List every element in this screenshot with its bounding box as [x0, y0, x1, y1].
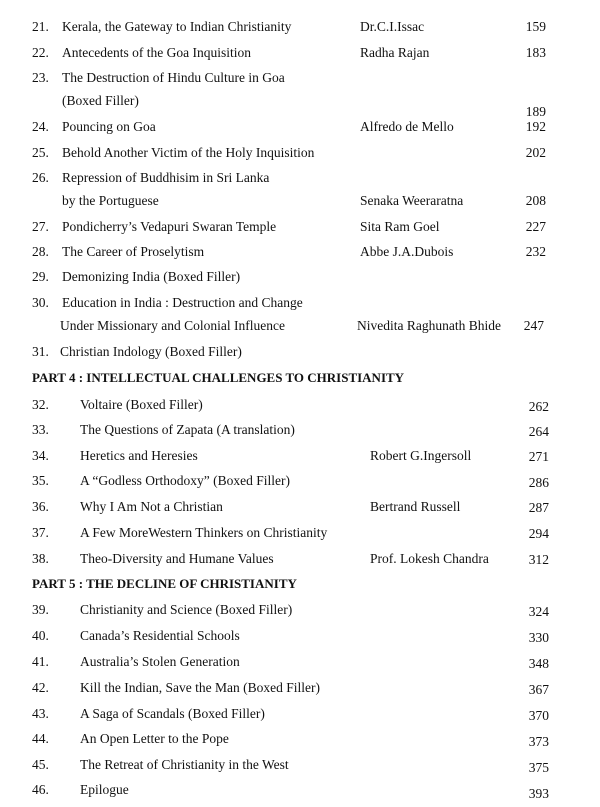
entry-title: Christian Indology (Boxed Filler) — [60, 344, 242, 359]
entry-number: 46. — [32, 782, 49, 797]
entry-title: A “Godless Orthodoxy” (Boxed Filler) — [80, 473, 290, 488]
entry-title: Kill the Indian, Save the Man (Boxed Filler) — [80, 680, 320, 695]
toc-entry-44 — [0, 729, 600, 749]
entry-number: 23. — [32, 70, 49, 85]
entry-author: Alfredo de Mello — [360, 119, 454, 134]
entry-number: 29. — [32, 269, 49, 284]
toc-entry-22 — [0, 43, 600, 63]
entry-author: Robert G.Ingersoll — [370, 448, 472, 463]
entry-page: 264 — [528, 424, 549, 439]
entry-page: 370 — [528, 708, 549, 723]
entry-title: A Few MoreWestern Thinkers on Christianity — [80, 525, 328, 540]
entry-number: 40. — [32, 628, 49, 643]
entry-number: 32. — [32, 397, 49, 412]
entry-page: 348 — [528, 656, 549, 671]
entry-number: 34. — [32, 448, 49, 463]
entry-title: Education in India : Destruction and Change — [62, 295, 303, 310]
entry-title: Theo-Diversity and Humane Values — [80, 551, 274, 566]
entry-author: Prof. Lokesh Chandra — [370, 551, 489, 566]
entry-number: 37. — [32, 525, 49, 540]
entry-number: 33. — [32, 422, 49, 437]
part-title: PART 4 : INTELLECTUAL CHALLENGES TO CHRISTIANITY — [32, 370, 405, 385]
entry-title: Antecedents of the Goa Inquisition — [62, 45, 251, 60]
entry-number: 28. — [32, 244, 49, 259]
entry-author: Abbe J.A.Dubois — [360, 244, 454, 259]
entry-author: Dr.C.I.Issac — [360, 19, 425, 34]
toc-entry-30 — [0, 293, 600, 313]
entry-number: 21. — [32, 19, 49, 34]
toc-entry-39 — [0, 600, 600, 620]
toc-entry-23-page — [0, 92, 600, 119]
toc-entry-24 — [0, 117, 600, 137]
entry-number: 38. — [32, 551, 49, 566]
entry-title-continued: (Boxed Filler) — [62, 93, 139, 108]
entry-title: Behold Another Victim of the Holy Inquisition — [62, 145, 315, 160]
entry-page: 183 — [525, 45, 546, 60]
toc-entry-34 — [0, 446, 600, 466]
entry-number: 43. — [32, 706, 49, 721]
entry-number: 41. — [32, 654, 49, 669]
entry-page: 375 — [528, 760, 549, 775]
entry-page: 159 — [525, 19, 546, 34]
entry-page: 189 — [525, 104, 546, 119]
entry-page: 312 — [528, 552, 549, 567]
entry-page: 373 — [528, 734, 549, 749]
entry-page: 232 — [525, 244, 546, 259]
entry-page: 202 — [525, 145, 546, 160]
toc-entry-26-cont — [0, 191, 600, 211]
entry-page: 286 — [528, 475, 549, 490]
entry-page: 192 — [525, 119, 546, 134]
entry-number: 26. — [32, 170, 49, 185]
entry-title: Why I Am Not a Christian — [80, 499, 223, 514]
toc-entry-41 — [0, 652, 600, 672]
entry-title: Kerala, the Gateway to Indian Christianity — [62, 19, 292, 34]
part-heading-5 — [0, 574, 600, 594]
toc-entry-45 — [0, 755, 600, 775]
part-heading-4 — [0, 368, 600, 388]
toc-entry-30-cont — [0, 316, 600, 336]
entry-title: The Destruction of Hindu Culture in Goa — [62, 70, 285, 85]
toc-entry-35 — [0, 471, 600, 491]
entry-number: 44. — [32, 731, 49, 746]
toc-entry-32 — [0, 395, 600, 415]
entry-page: 227 — [525, 219, 546, 234]
entry-author: Senaka Weeraratna — [360, 193, 464, 208]
entry-number: 25. — [32, 145, 49, 160]
toc-entry-38 — [0, 549, 600, 569]
entry-page: 330 — [528, 630, 549, 645]
entry-title: The Questions of Zapata (A translation) — [80, 422, 295, 437]
entry-page: 393 — [528, 786, 549, 801]
toc-entry-23 — [0, 68, 600, 88]
entry-number: 27. — [32, 219, 49, 234]
toc-entry-40 — [0, 626, 600, 646]
toc-entry-21 — [0, 17, 600, 37]
entry-page: 287 — [528, 500, 549, 515]
entry-title: Epilogue — [80, 782, 129, 797]
toc-entry-37 — [0, 523, 600, 543]
entry-page: 324 — [528, 604, 549, 619]
entry-title: Demonizing India (Boxed Filler) — [62, 269, 241, 284]
entry-number: 24. — [32, 119, 49, 134]
entry-author: Bertrand Russell — [370, 499, 461, 514]
toc-entry-42 — [0, 678, 600, 698]
entry-number: 35. — [32, 473, 49, 488]
toc-entry-28 — [0, 242, 600, 262]
entry-title: Heretics and Heresies — [80, 448, 198, 463]
toc-entry-33 — [0, 420, 600, 440]
entry-title: Pouncing on Goa — [62, 119, 156, 134]
entry-page: 271 — [528, 449, 549, 464]
entry-title-continued: by the Portuguese — [62, 193, 159, 208]
entry-title: Voltaire (Boxed Filler) — [80, 397, 203, 412]
entry-number: 31. — [32, 344, 49, 359]
entry-author: Sita Ram Goel — [360, 219, 440, 234]
entry-title-continued: Under Missionary and Colonial Influence — [60, 318, 285, 333]
entry-title: Repression of Buddhisim in Sri Lanka — [62, 170, 270, 185]
toc-entry-46 — [0, 780, 600, 800]
entry-page: 262 — [528, 399, 549, 414]
entry-number: 45. — [32, 757, 49, 772]
entry-number: 30. — [32, 295, 49, 310]
entry-title: Canada’s Residential Schools — [80, 628, 240, 643]
toc-entry-27 — [0, 217, 600, 237]
entry-title: Pondicherry’s Vedapuri Swaran Temple — [62, 219, 277, 234]
entry-title: Christianity and Science (Boxed Filler) — [80, 602, 293, 617]
toc-entry-31 — [0, 342, 600, 362]
entry-number: 36. — [32, 499, 49, 514]
entry-title: The Retreat of Christianity in the West — [80, 757, 289, 772]
entry-number: 39. — [32, 602, 49, 617]
entry-number: 22. — [32, 45, 49, 60]
entry-author: Nivedita Raghunath Bhide — [357, 318, 501, 333]
entry-page: 208 — [525, 193, 546, 208]
entry-title: A Saga of Scandals (Boxed Filler) — [80, 706, 265, 721]
toc-entry-25 — [0, 143, 600, 163]
entry-number: 42. — [32, 680, 49, 695]
entry-page: 247 — [523, 318, 544, 333]
part-title: PART 5 : THE DECLINE OF CHRISTIANITY — [32, 576, 297, 591]
toc-entry-43 — [0, 704, 600, 724]
toc-entry-26 — [0, 168, 600, 188]
entry-page: 367 — [528, 682, 549, 697]
toc-entry-36 — [0, 497, 600, 517]
entry-title: An Open Letter to the Pope — [80, 731, 229, 746]
entry-author: Radha Rajan — [360, 45, 430, 60]
toc-entry-29 — [0, 267, 600, 287]
entry-title: Australia’s Stolen Generation — [80, 654, 240, 669]
entry-title: The Career of Proselytism — [62, 244, 205, 259]
entry-page: 294 — [528, 526, 549, 541]
